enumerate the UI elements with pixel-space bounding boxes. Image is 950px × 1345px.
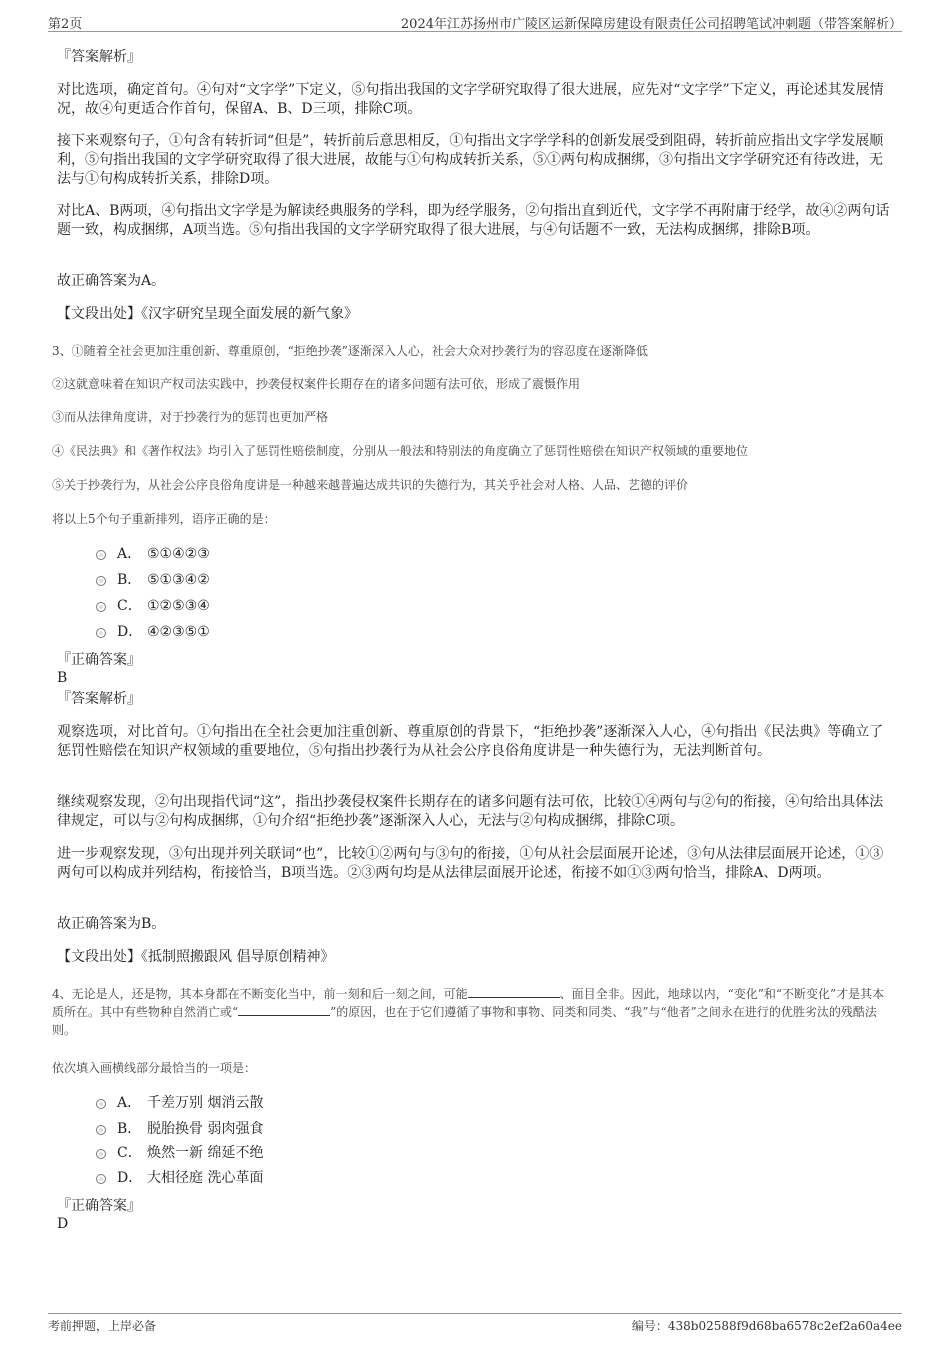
analysis-paragraph: 观察选项，对比首句。①句指出在全社会更加注重创新、尊重原创的背景下，“拒绝抄袭”逐渐深入人心，④句指出《民法典》等确立了惩罚性赔偿在知识产权领域的重要地位，⑤句指出抄袭行为从社会公序良俗角度讲是一种失德行为，无法判断首句。	[57, 724, 884, 759]
page-footer	[48, 1313, 902, 1335]
analysis-paragraph: 接下来观察句子，①句含有转折词“但是”，转折前后意思相反，①句指出文字学学科的创新发展受到阻碍，转折前应指出文字学发展顺利，⑤句指出我国的文字学研究取得了很大进展，故能与①句构成转折关系，⑤①两句构成捆绑，③句指出文字学研究还有待改进，无法与①句构成转折关系，排除D项。	[57, 133, 884, 187]
radio-icon[interactable]	[96, 550, 106, 560]
analysis-paragraph: 进一步观察发现，③句出现并列关联词“也”，比较①②两句与③句的衔接，①句从社会层面展开论述，③句从法律层面展开论述，①③两句可以构成并列结构，衔接恰当，B项当选。②③两句均是从法律层面展开论述，衔接不如①③两句恰当，排除A、D两项。	[57, 846, 884, 881]
radio-icon[interactable]	[96, 1125, 106, 1135]
option-a[interactable]: A． 千差万别 烟消云散	[96, 1094, 263, 1113]
question-sentence: 3、①随着全社会更加注重创新、尊重原创，“拒绝抄袭”逐渐深入人心，社会大众对抄袭行为的容忍度在逐渐降低	[52, 344, 648, 358]
question-sentence: ③而从法律角度讲，对于抄袭行为的惩罚也更加严格	[52, 410, 329, 424]
radio-icon[interactable]	[96, 602, 106, 612]
source-citation: 【文段出处】《抵制照搬跟风 倡导原创精神》	[57, 949, 335, 965]
question-prompt: 将以上5个句子重新排列，语序正确的是：	[52, 512, 276, 526]
option-d[interactable]: D． 大相径庭 洗心革面	[96, 1169, 263, 1188]
answer-label: 『正确答案』	[57, 652, 141, 668]
analysis-label: 『答案解析』	[57, 691, 141, 707]
page-header	[48, 13, 902, 32]
option-b[interactable]: B． ⑤①③④②	[96, 571, 210, 590]
radio-icon[interactable]	[96, 1174, 106, 1184]
option-c[interactable]: C． 焕然一新 绵延不绝	[96, 1144, 263, 1163]
page-number: 第2页	[48, 17, 83, 32]
correct-answer: B	[57, 670, 68, 686]
question-sentence: ④《民法典》和《著作权法》均引入了惩罚性赔偿制度，分别从一般法和特别法的角度确立了惩罚性赔偿在知识产权领域的重要地位	[52, 444, 749, 458]
question-sentence: ②这就意味着在知识产权司法实践中，抄袭侵权案件长期存在的诸多问题有法可依，形成了震慑作用	[52, 377, 581, 391]
analysis-paragraph: 对比选项，确定首句。④句对“文字学”下定义，⑤句指出我国的文字学研究取得了很大进展，应先对“文字学”下定义，再论述其发展情况，故④句更适合作首句，保留A、B、D三项，排除C项。	[57, 82, 884, 117]
document-code: 编号：438b02588f9d68ba6578c2ef2a60a4ee	[631, 1319, 902, 1333]
option-b[interactable]: B． 脱胎换骨 弱肉强食	[96, 1120, 263, 1139]
correct-answer: D	[57, 1216, 69, 1232]
radio-icon[interactable]	[96, 1099, 106, 1109]
analysis-paragraph: 对比A、B两项，④句指出文字学是为解读经典服务的学科，即为经学服务，②句指出直到近代，文字学不再附庸于经学，故④②两句话题一致，构成捆绑，A项当选。⑤句指出我国的文字学研究取得了很大进展，与④句话题不一致，无法构成捆绑，排除B项。	[57, 203, 890, 238]
option-a[interactable]: A． ⑤①④②③	[96, 545, 210, 564]
radio-icon[interactable]	[96, 576, 106, 586]
conclusion: 故正确答案为A。	[57, 273, 166, 289]
document-title: 2024年江苏扬州市广陵区运新保障房建设有限责任公司招聘笔试冲刺题（带答案解析）	[400, 17, 902, 32]
footer-slogan: 考前押题，上岸必备	[48, 1319, 157, 1333]
question-stem: 4、无论是人，还是物，其本身都在不断变化当中，前一刻和后一刻之间，可能 、面目全非。因此，地球以内，“变化”和“不断变化”才是其本质所在。其中有些物种自然消亡或“ ”的原因，也在于它们遵循了事物和事物、同类和同类、“我”与“他者”之间永在进行的优胜劣汰的残酷法则。	[52, 987, 885, 1037]
analysis-paragraph: 继续观察发现，②句出现指代词“这”，指出抄袭侵权案件长期存在的诸多问题有法可依，比较①④两句与②句的衔接，④句给出具体法律规定，可以与②句构成捆绑，①句介绍“拒绝抄袭”逐渐深入人心，无法与②句构成捆绑，排除C项。	[57, 794, 884, 829]
question-prompt: 依次填入画横线部分最恰当的一项是：	[52, 1061, 257, 1075]
question-sentence: ⑤关于抄袭行为，从社会公序良俗角度讲是一种越来越普遍达成共识的失德行为，其关乎社会对人格、人品、艺德的评价	[52, 478, 689, 492]
analysis-label: 『答案解析』	[57, 49, 141, 65]
radio-icon[interactable]	[96, 1149, 106, 1159]
radio-icon[interactable]	[96, 628, 106, 638]
conclusion: 故正确答案为B。	[57, 916, 166, 932]
fill-blank[interactable]	[468, 985, 560, 998]
answer-label: 『正确答案』	[57, 1198, 141, 1214]
option-c[interactable]: C． ①②⑤③④	[96, 597, 210, 616]
option-d[interactable]: D． ④②③⑤①	[96, 623, 210, 642]
source-citation: 【文段出处】《汉字研究呈现全面发展的新气象》	[57, 306, 358, 322]
fill-blank[interactable]	[238, 1003, 330, 1016]
